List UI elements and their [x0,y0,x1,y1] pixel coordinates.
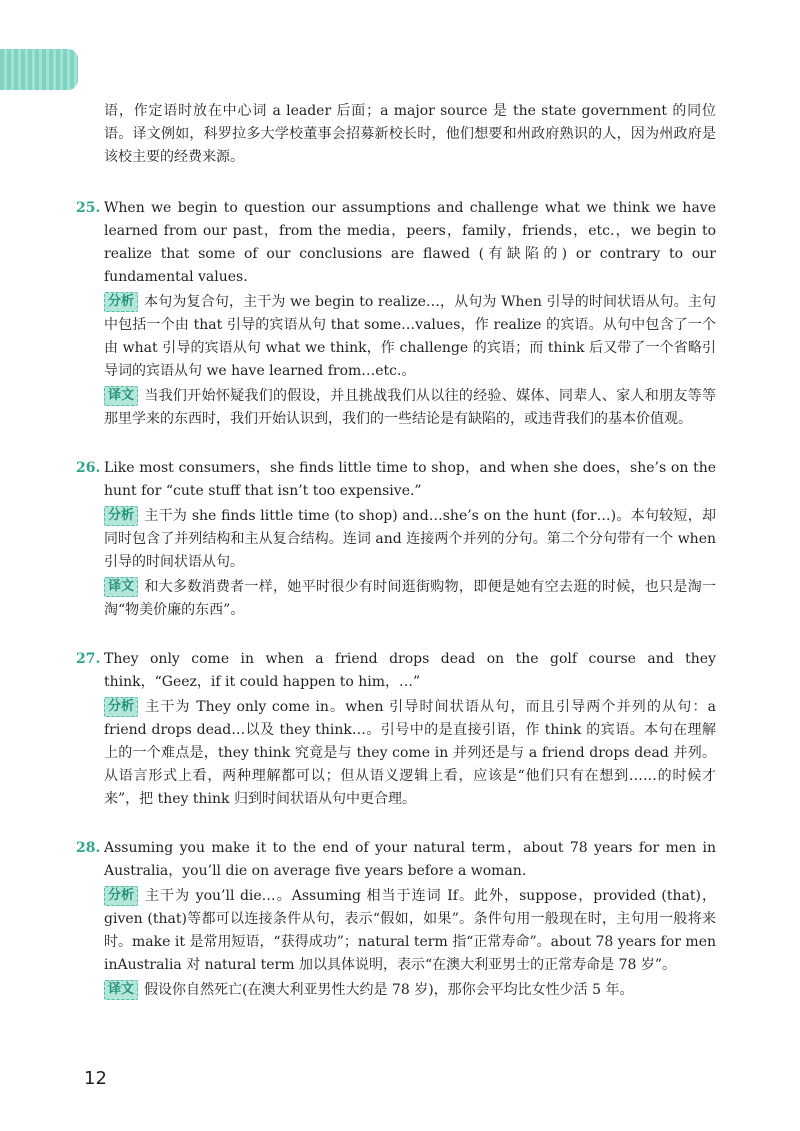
item-sentence: They only come in when a friend drops dead on the golf course and they think，“Geez，if it could happen to him，…” [104,651,716,690]
translation-block [104,385,716,431]
translation-text: 假设你自然死亡(在澳大利亚男性大约是 78 岁)，那你会平均比女性少活 5 年。 [144,982,634,998]
item-sentence: When we begin to question our assumptions and challenge what we think we have learned from our past，from the media，peers，family，friends，etc.，we begin to realize that some of our conclusions are flawed (有缺陷的) or contrary to our fundamental values. [104,200,716,285]
analysis-label: 分析 [104,506,138,526]
analysis-block [104,885,716,977]
item-25 [76,197,716,431]
page-content [76,100,716,1002]
analysis-block [104,291,716,383]
analysis-block [104,505,716,574]
item-28 [76,837,716,1002]
analysis-text: 主干为 you’ll die…。Assuming 相当于连词 If。此外，suppose，provided (that)，given (that)等都可以连接条件从句，表示“假如，如果”。条件句用一般现在时，主句用一般将来时。make it 是常用短语，“获得成功”；natural term 指“正常寿命”。about 78 years for men inAustralia 对 natural term 加以具体说明，表示“在澳大利亚男士的正常寿命是 78 岁”。 [104,888,716,973]
item-27 [76,648,716,811]
item-number: 28. [76,840,101,856]
analysis-text: 主干为 They only come in。when 引导时间状语从句，而且引导两个并列的从句：a friend drops dead…以及 they think…。引号中的是直接引语，作 think 的宾语。本句在理解上的一个难点是，they think 究竟是与 they come in 并列还是与 a friend drops dead 并列。从语言形式上看，两种理解都可以；但从语义逻辑上看，应该是“他们只有在想到……的时候才来”，把 they think 归到时间状语从句中更合理。 [104,699,716,807]
translation-label: 译文 [104,980,138,1000]
analysis-label: 分析 [104,886,138,906]
item-number: 27. [76,651,101,667]
item-number: 26. [76,460,101,476]
translation-text: 当我们开始怀疑我们的假设，并且挑战我们从以往的经验、媒体、同辈人、家人和朋友等等那里学来的东西时，我们开始认识到，我们的一些结论是有缺陷的，或违背我们的基本价值观。 [104,388,716,427]
analysis-text: 主干为 she finds little time (to shop) and…she’s on the hunt (for…)。本句较短，却同时包含了并列结构和主从复合结构。连词 and 连接两个并列的分句。第二个分句带有一个 when 引导的时间状语从句。 [104,508,716,570]
chapter-tab-decoration [0,49,78,90]
item-number: 25. [76,200,101,216]
translation-text: 和大多数消费者一样，她平时很少有时间逛街购物，即便是她有空去逛的时候，也只是淘一淘“物美价廉的东西”。 [104,579,716,618]
item-sentence: Like most consumers，she finds little time to shop，and when she does，she’s on the hunt for “cute stuff that isn’t too expensive.” [104,460,716,499]
page-number: 12 [84,1068,107,1089]
item-sentence: Assuming you make it to the end of your natural term，about 78 years for men in Australia，you’ll die on average five years before a woman. [104,840,716,879]
analysis-label: 分析 [104,697,138,717]
analysis-label: 分析 [104,292,138,312]
analysis-block [104,696,716,811]
intro-paragraph: 语，作定语时放在中心词 a leader 后面；a major source 是 the state government 的同位语。译文例如，科罗拉多大学校董事会招募新校长时，他们想要和州政府熟识的人，因为州政府是该校主要的经费来源。 [104,103,716,165]
translation-block [104,979,716,1002]
analysis-text: 本句为复合句，主干为 we begin to realize…，从句为 When 引导的时间状语从句。主句中包括一个由 that 引导的宾语从句 that some…values，作 realize 的宾语。从句中包含了一个由 what 引导的宾语从句 what we think，作 challenge 的宾语；而 think 后又带了一个省略引导词的宾语从句 we have learned from…etc.。 [104,294,716,379]
translation-block [104,576,716,622]
translation-label: 译文 [104,577,138,597]
translation-label: 译文 [104,386,138,406]
item-26 [76,457,716,622]
